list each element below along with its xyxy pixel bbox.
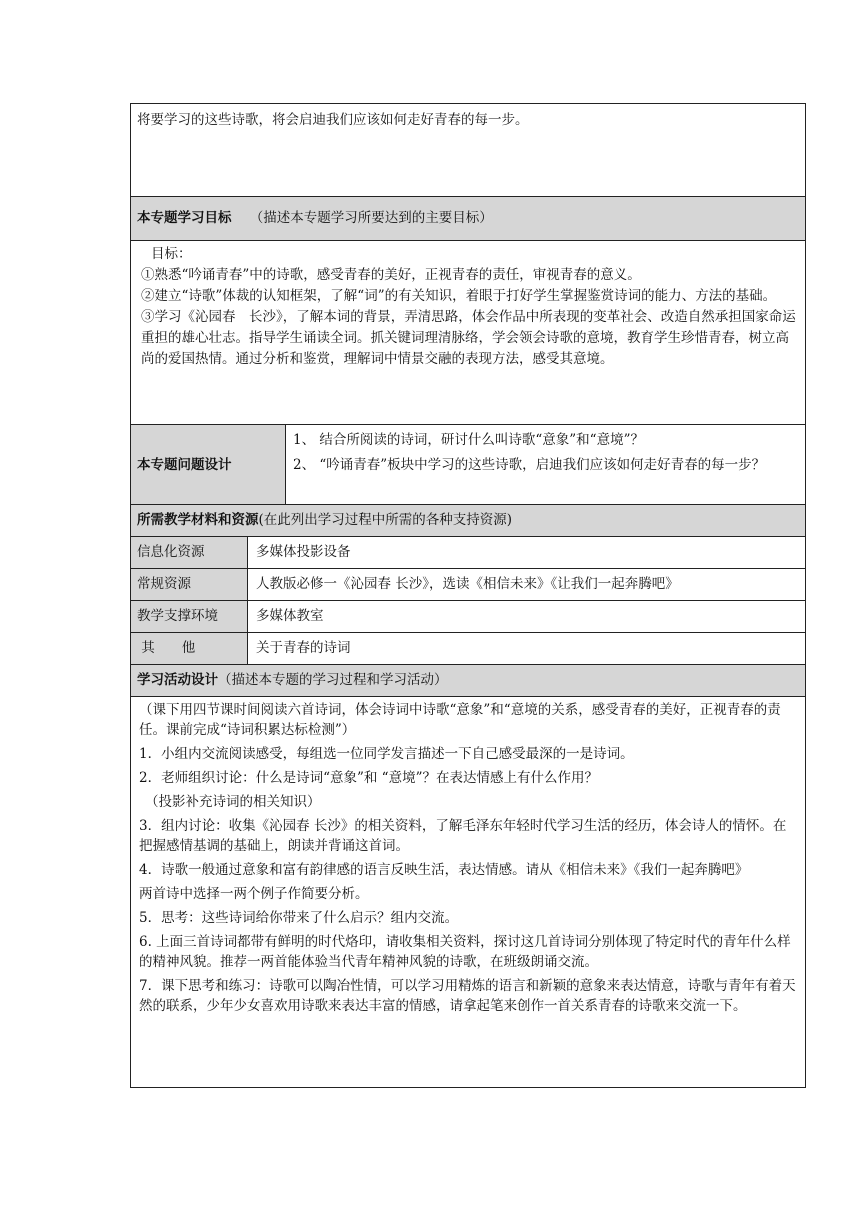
questions-label-cell xyxy=(131,425,286,504)
activity-5: 5．思考：这些诗词给你带来了什么启示？组内交流。 xyxy=(139,910,459,926)
activity-2-note: （投影补充诗词的相关知识） xyxy=(145,794,321,810)
resource-value: 人教版必修一《沁园春 长沙》，选读《相信未来》《让我们一起奔腾吧》 xyxy=(256,576,679,592)
resource-row xyxy=(131,568,805,600)
activity-6: 6. 上面三首诗词都带有鲜明的时代烙印，请收集相关资料，探讨这几首诗词分别体现了特定时代的青年什么样的精神风貌。推荐一两首能体验当代青年精神风貌的诗歌，在班级朗诵交流。 xyxy=(139,934,791,970)
resources-header xyxy=(131,504,805,536)
activities-hint: （描述本专题的学习过程和学习活动） xyxy=(218,672,448,688)
resources-heading: 所需教学材料和资源 xyxy=(137,512,259,528)
lesson-plan-table xyxy=(130,103,806,1088)
resource-label: 常规资源 xyxy=(137,576,191,592)
activity-3: 3．组内讨论：收集《沁园春 长沙》的相关资料，了解毛泽东年轻时代学习生活的经历，体会诗人的情怀。在把握感情基调的基础上，朗读并背诵这首词。 xyxy=(139,818,787,854)
activity-intro: （课下用四节课时间阅读六首诗词，体会诗词中诗歌“意象”和“意境的关系，感受青春的美好，正视青春的责任。课前完成“诗词积累达标检测”） xyxy=(139,702,781,738)
goals-label: 目标： xyxy=(151,246,192,262)
activity-1: 1．小组内交流阅读感受，每组选一位同学发言描述一下自己感受最深的一是诗词。 xyxy=(139,746,634,762)
activities-body xyxy=(131,696,805,1089)
resource-value: 多媒体教室 xyxy=(256,608,324,624)
goal-item-2: ②建立“诗歌”体裁的认知框架，了解“词”的有关知识，着眼于打好学生掌握鉴赏诗词的能力、方法的基础。 xyxy=(141,288,777,304)
resource-value: 关于青春的诗词 xyxy=(256,640,351,656)
questions-row xyxy=(131,424,805,504)
activity-7: 7．课下思考和练习：诗歌可以陶冶性情，可以学习用精炼的语言和新颖的意象来表达情意，诗歌与青年有着天然的联系，少年少女喜欢用诗歌来表达丰富的情感，请拿起笔来创作一首关系青春的诗歌来交流一下。 xyxy=(139,978,796,1014)
goals-header xyxy=(131,196,805,240)
goals-heading: 本专题学习目标 xyxy=(137,210,232,226)
resources-hint: (在此列出学习过程中所需的各种支持资源) xyxy=(258,512,513,528)
questions-heading: 本专题问题设计 xyxy=(137,457,232,473)
goal-item-1: ①熟悉“吟诵青春”中的诗歌，感受青春的美好，正视青春的责任，审视青春的意义。 xyxy=(141,267,641,283)
questions-list xyxy=(293,430,801,476)
resource-label: 其 他 xyxy=(137,640,196,656)
resource-row xyxy=(131,536,805,568)
intro-text: 将要学习的这些诗歌，将会启迪我们应该如何走好青春的每一步。 xyxy=(137,112,529,128)
activity-2: 2．老师组织讨论：什么是诗词“意象”和 “意境”？在表达情感上有什么作用？ xyxy=(139,770,598,786)
resource-row xyxy=(131,600,805,632)
resource-label: 信息化资源 xyxy=(137,544,205,560)
activities-header xyxy=(131,664,805,696)
activities-heading: 学习活动设计 xyxy=(137,672,218,688)
goals-hint: （描述本专题学习所要达到的主要目标） xyxy=(249,210,493,226)
resource-label: 教学支撑环境 xyxy=(137,608,218,624)
resource-value: 多媒体投影设备 xyxy=(256,544,351,560)
resource-row xyxy=(131,632,805,664)
question-1: 1、 结合所阅读的诗词，研讨什么叫诗歌“意象”和“意境”？ xyxy=(293,432,644,448)
goals-body xyxy=(131,240,805,424)
activity-4-cont: 两首诗中选择一两个例子作简要分析。 xyxy=(139,886,369,902)
goal-item-3: ③学习《沁园春 长沙》，了解本词的背景，弄清思路，体会作品中所表现的变革社会、改造自然承担国家命运重担的雄心壮志。指导学生诵读全词。抓关键词理清脉络，学会领会诗歌的意境，教育学生珍惜青春，树立高尚的爱国热情。通过分析和鉴赏，理解词中情景交融的表现方法，感受其意境。 xyxy=(141,309,796,367)
activity-4: 4．诗歌一般通过意象和富有韵律感的语言反映生活，表达情感。请从《相信未来》《我们一起奔腾吧》 xyxy=(139,862,749,878)
question-2: 2、 “吟诵青春”板块中学习的这些诗歌，启迪我们应该如何走好青春的每一步？ xyxy=(293,457,766,473)
intro-row xyxy=(131,104,805,196)
